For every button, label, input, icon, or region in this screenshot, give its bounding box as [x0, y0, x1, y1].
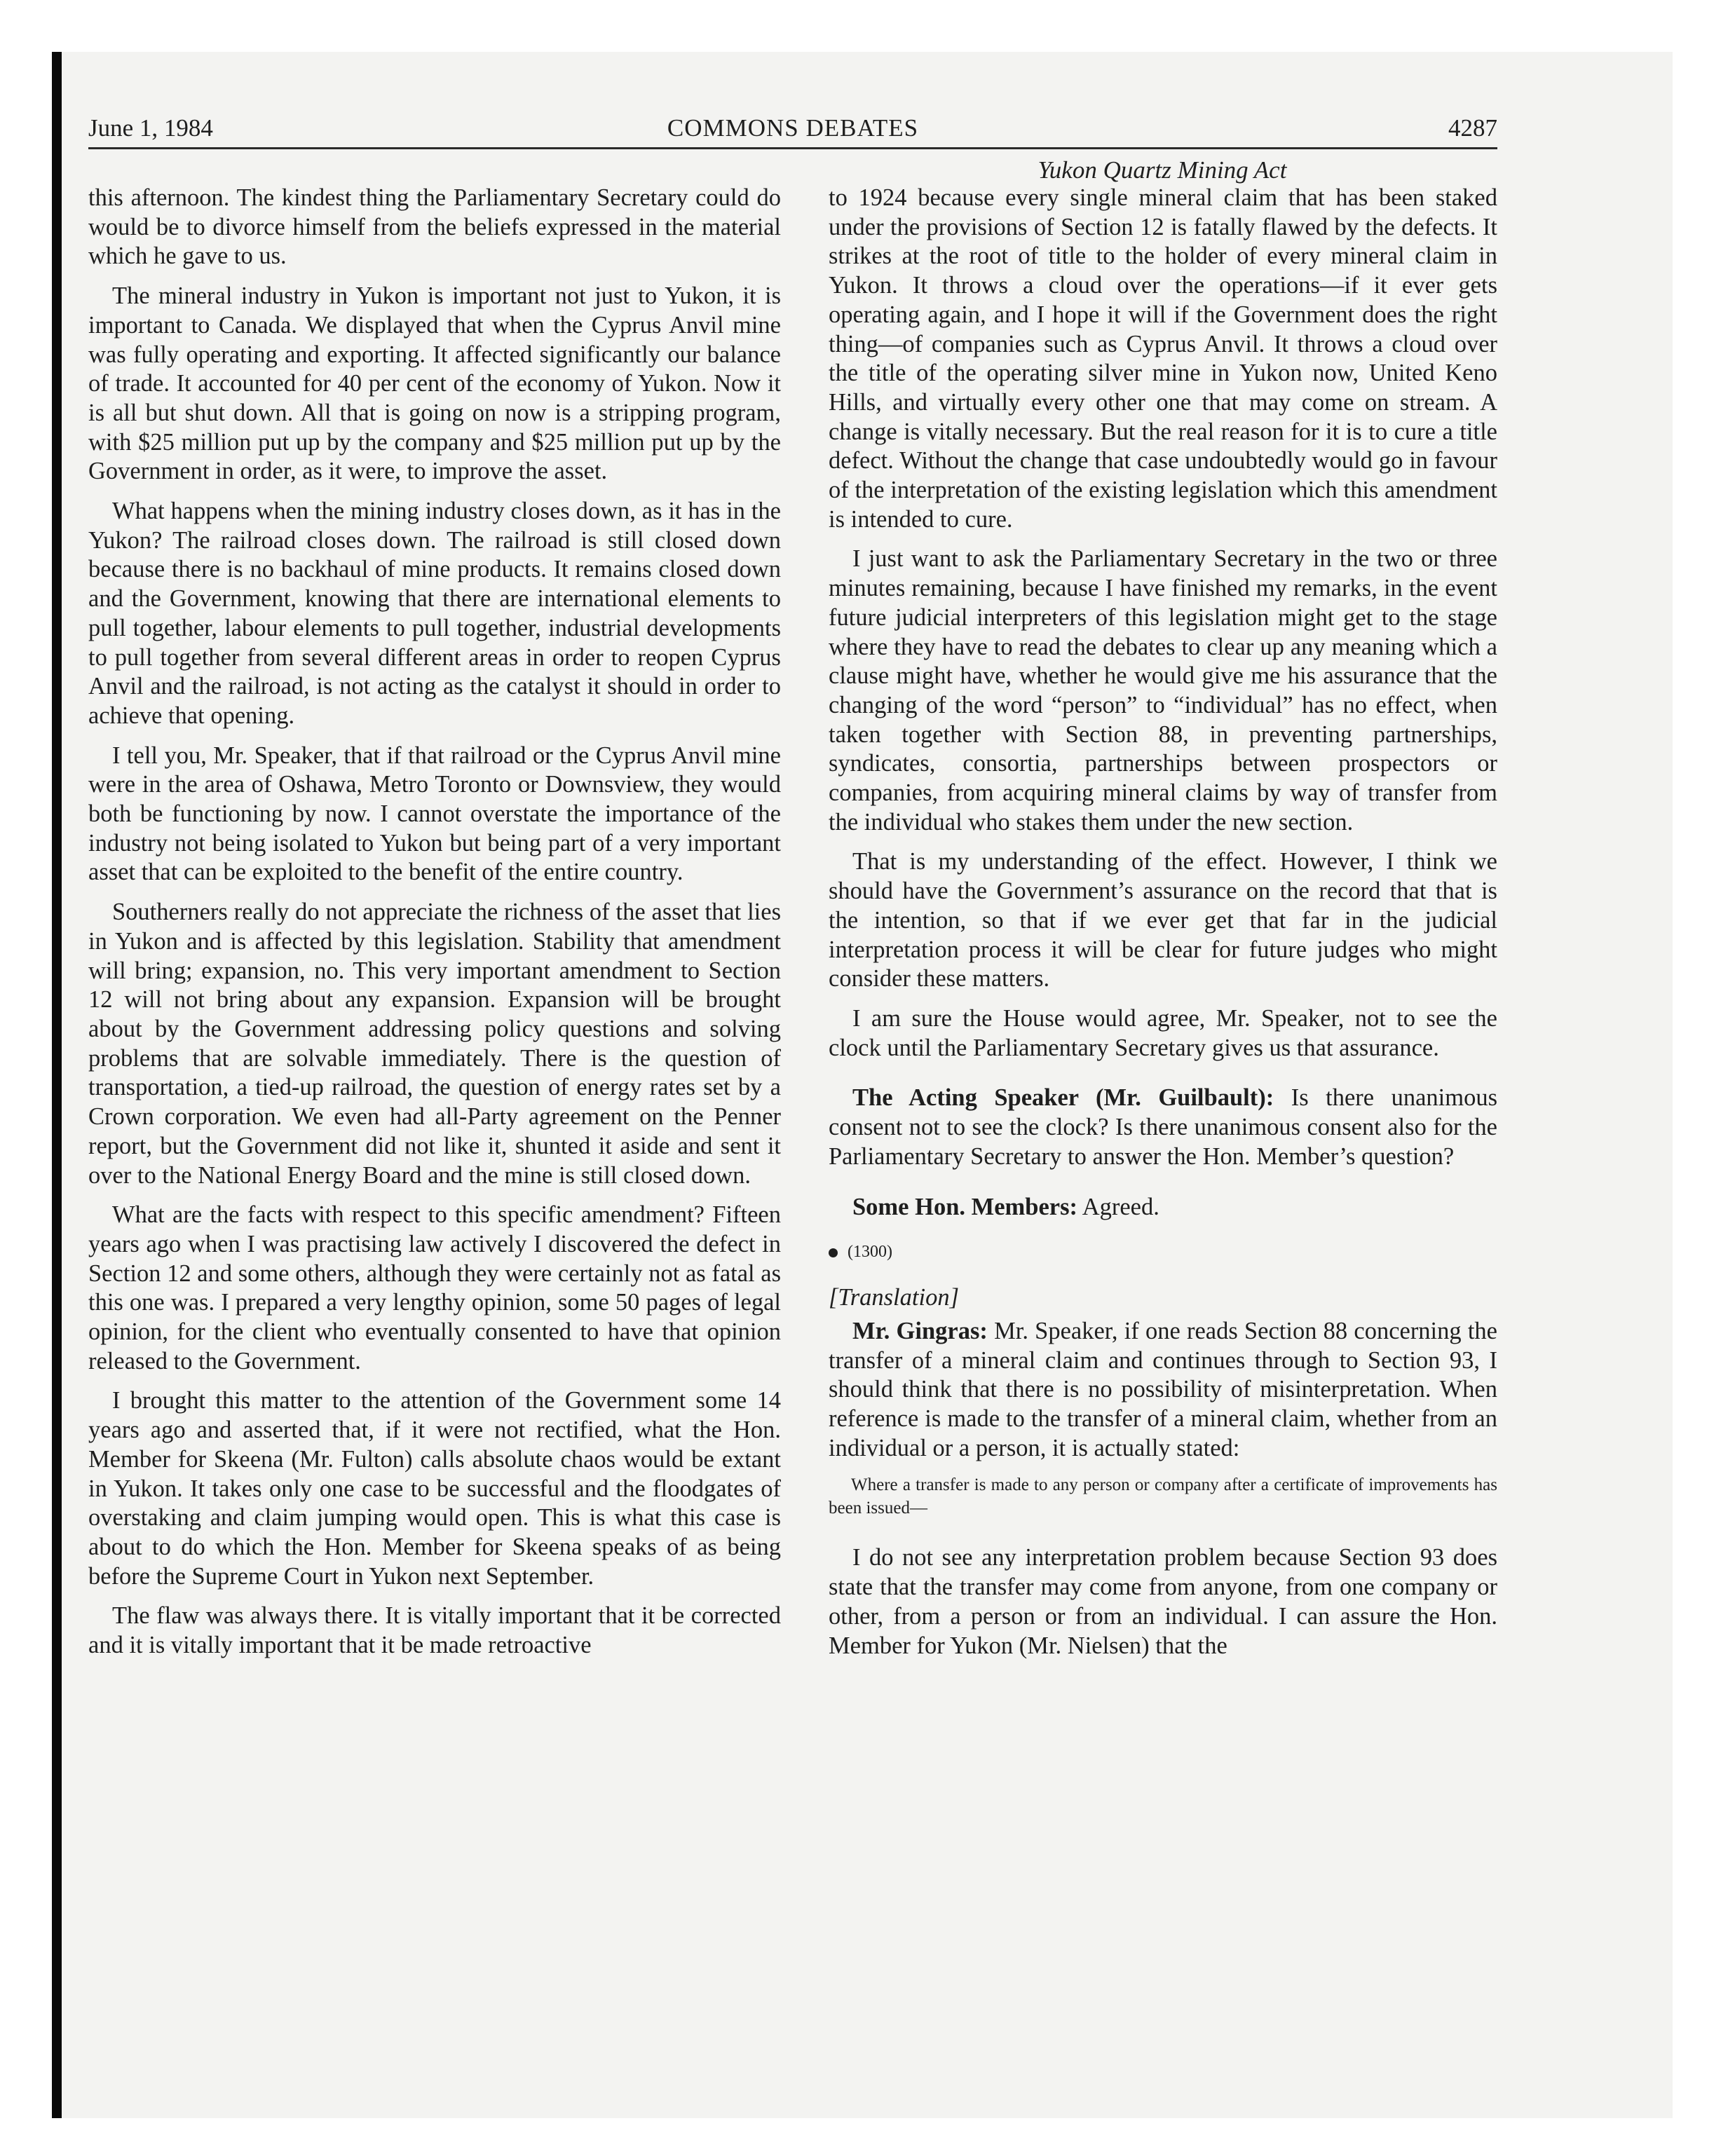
paragraph: What happens when the mining industry closes down, as it has in the Yukon? The railroad closes down. The railroad is still closed down because there is no backhaul of mine products. It remains closed down and the Government, knowing that there are international elements to pull together, labour elements to pull together, industrial developments to pull together from several different areas in order to reopen Cyprus Anvil and the railroad, is not acting as the catalyst it should in order to achieve that opening. [88, 498, 781, 729]
translation-label: [Translation] [829, 1284, 959, 1311]
header-rule [88, 147, 1497, 149]
page-number: 4287 [1448, 114, 1497, 142]
paragraph: I just want to ask the Parliamentary Secretary in the two or three minutes remaining, because I have finished my remarks, in the event future judicial interpreters of this legislation might get to the stage where they have to read the debates to clear up any meaning which a clause might have, whether he would give me his assurance that the changing of the word “person” to “individual” has no effect, when taken together with Section 88, in preventing partnerships, syndicates, consortia, partnerships between prospectors or companies, from acquiring mineral claims by way of transfer from the individual who stakes them under the new section. [829, 545, 1497, 835]
speaker-paragraph [829, 1317, 1497, 1464]
speaker-text: Is there unanimous consent not to see the clock? Is there unanimous consent also for the Parliamentary Secretary to answer the Hon. Member’s question? [829, 1084, 1497, 1170]
paragraph: I tell you, Mr. Speaker, that if that railroad or the Cyprus Anvil mine were in the area of Oshawa, Metro Toronto or Downsview, they would both be functioning by now. I cannot overstate the importance of the industry not being isolated to Yukon but being part of a very important asset that can be exploited to the benefit of the entire country. [88, 742, 781, 886]
paragraph: I am sure the House would agree, Mr. Speaker, not to see the clock until the Parliamentary Secretary gives us that assurance. [829, 1004, 1497, 1061]
speaker-text: Mr. Speaker, if one reads Section 88 concerning the transfer of a mineral claim and continues through to Section 93, I should think that there is no possibility of misinterpretation. When reference is made to the transfer of a mineral claim, whether from an individual or a person, it is actually stated: [829, 1317, 1497, 1461]
paragraph: I brought this matter to the attention of the Government some 14 years ago and asserted that, if it were not rectified, what the Hon. Member for Skeena (Mr. Fulton) calls absolute chaos would be extant in Yukon. It takes only one case to be successful and the floodgates of overstaking and claim jumping would open. This is what this case is about to do which the Hon. Member for Skeena speaks of as being before the Supreme Court in Yukon next September. [88, 1387, 781, 1590]
paragraph: this afternoon. The kindest thing the Parliamentary Secretary could do would be to divorce himself from the beliefs expressed in the material which he gave to us. [88, 184, 781, 270]
speaker-name: Mr. Gingras: [852, 1317, 988, 1344]
left-column [88, 184, 781, 1671]
speaker-text: Agreed. [1077, 1193, 1159, 1220]
block-quote: Where a transfer is made to any person or company after a certificate of improvements has been issued— [829, 1475, 1497, 1518]
right-column [829, 184, 1497, 1671]
speaker-name: The Acting Speaker (Mr. Guilbault): [852, 1084, 1274, 1112]
paragraph: to 1924 because every single mineral claim that has been staked under the provisions of Section 12 is fatally flawed by the defects. It strikes at the root of title to the holder of every mineral claim in Yukon. It throws a cloud over the operations—if it ever gets operating again, and I hope it will if the Government does the right thing—of companies such as Cyprus Anvil. It throws a cloud over the title of the operating silver mine in Yukon now, United Keno Hills, and virtually every other one that may come on stream. A change is vitally necessary. But the real reason for it is to cure a title defect. Without the change that case undoubtedly would go in favour of the interpretation of the existing legislation which this amendment is intended to cure. [829, 184, 1497, 533]
bullet-icon [829, 1248, 838, 1257]
paragraph: The flaw was always there. It is vitally important that it be corrected and it is vitally important that it be made retroactive [88, 1602, 781, 1659]
section-title: Yukon Quartz Mining Act [1037, 156, 1287, 184]
speaker-name: Some Hon. Members: [852, 1193, 1077, 1220]
time-marker-text: (1300) [848, 1243, 892, 1262]
speaker-paragraph [829, 1193, 1497, 1222]
running-head [88, 112, 1497, 144]
scan-edge [52, 52, 62, 2118]
paragraph: Southerners really do not appreciate the richness of the asset that lies in Yukon and is affected by this legislation. Stability that amendment will bring; expansion, no. This very important amendment to Section 12 will not bring about any expansion. Expansion will be brought about by the Government addressing policy questions and solving problems that are solvable immediately. There is the question of transportation, a tied-up railroad, the question of energy rates set by a Crown corporation. We even had all-Party agreement on the Penner report, but the Government did not like it, shunted it aside and sent it over to the National Energy Board and the mine is still closed down. [88, 899, 781, 1189]
paragraph: What are the facts with respect to this specific amendment? Fifteen years ago when I was practising law actively I discovered the defect in Section 12 and some others, although they were certainly not as fatal as this one was. I prepared a very lengthy opinion, some 50 pages of legal opinion, for the client who eventually consented to have that opinion released to the Government. [88, 1201, 781, 1374]
time-marker [829, 1241, 1497, 1262]
paragraph: I do not see any interpretation problem because Section 93 does state that the transfer may come from anyone, from one company or other, from a person or from an individual. I can assure the Hon. Member for Yukon (Mr. Nielsen) that the [829, 1544, 1497, 1659]
header-title: COMMONS DEBATES [667, 114, 919, 142]
speaker-paragraph [829, 1084, 1497, 1171]
paragraph: That is my understanding of the effect. However, I think we should have the Government’s assurance on the record that that is the intention, so that if we ever get that far in the judicial interpretation process it will be clear for future judges who might consider these matters. [829, 848, 1497, 992]
header-date: June 1, 1984 [88, 114, 213, 142]
paragraph: The mineral industry in Yukon is important not just to Yukon, it is important to Canada. We displayed that when the Cyprus Anvil mine was fully operating and exporting. It affected significantly our balance of trade. It accounted for 40 per cent of the economy of Yukon. Now it is all but shut down. All that is going on now is a stripping program, with $25 million put up by the company and $25 million put up by the Government in order, as it were, to improve the asset. [88, 282, 781, 485]
